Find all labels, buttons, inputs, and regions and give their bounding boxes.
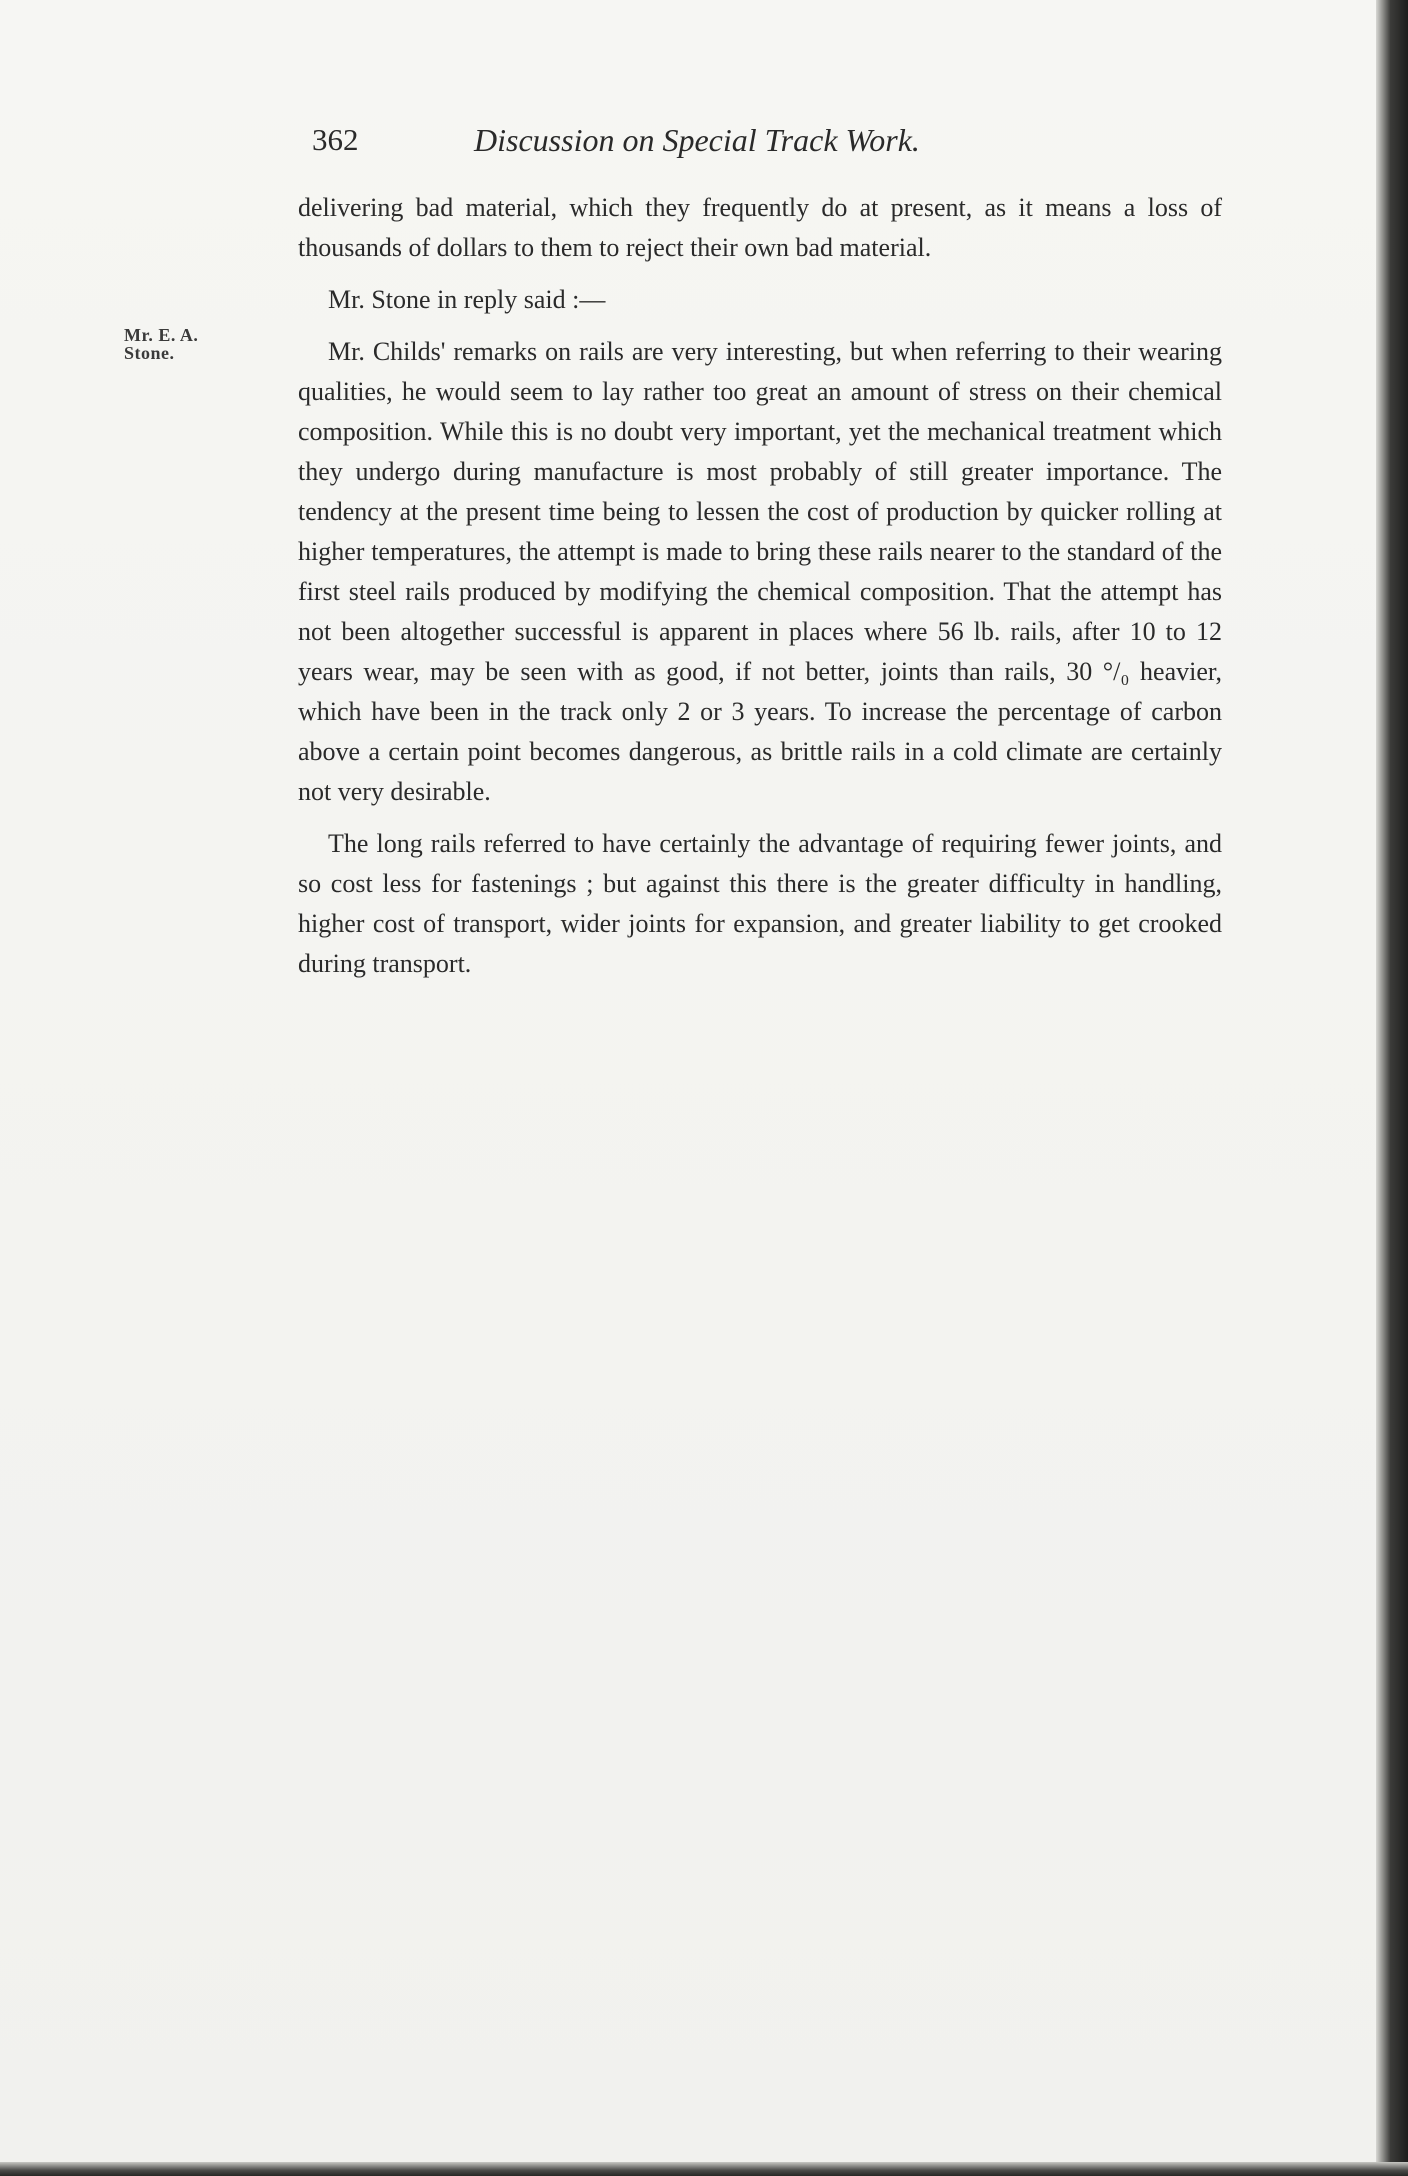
paragraph-rails-discussion: Mr. Childs' remarks on rails are very interesting, but when referring to their wearing qualities, he would seem to lay rather too great an amount of stress on their chemical composition. While this is no doubt very important, yet the mechanical treatment which they undergo during manufacture is most probably of still greater importance. The tendency at the present time being to lessen the cost of production by quicker rolling at higher temperatures, the attempt is made to bring these rails nearer to the standard of the first steel rails produced by modifying the chemical composition. That the attempt has not been altogether successful is apparent in places where 56 lb. rails, after 10 to 12 years wear, may be seen with as good, if not better, joints than rails, 30 °/₀ heavier, which have been in the track only 2 or 3 years. To increase the percentage of carbon above a certain point becomes dangerous, as brittle rails in a cold climate are certainly not very desirable. — [298, 337, 1222, 806]
margin-note-line: Stone. — [124, 343, 175, 363]
page-number: 362 — [312, 122, 359, 157]
scan-edge-bottom — [0, 2162, 1408, 2176]
scan-edge-right — [1376, 0, 1408, 2176]
margin-note-speaker — [124, 326, 198, 362]
page-header — [312, 122, 1050, 168]
paragraph-long-rails: The long rails referred to have certainly the advantage of requiring fewer joints, and so cost less for fastenings ; but against this there is the greater difficulty in handling, higher cost of transport, wider joints for expansion, and greater liability to get crooked during transport. — [298, 829, 1222, 978]
paragraph-reply-intro: Mr. Stone in reply said :— — [328, 285, 606, 314]
running-title: Discussion on Special Track Work. — [474, 122, 920, 158]
body-text — [298, 188, 1222, 984]
margin-note-line: Mr. E. A. — [124, 325, 199, 345]
paragraph-continuation: delivering bad material, which they frequently do at present, as it means a loss of thousands of dollars to them to reject their own bad material. — [298, 193, 1222, 262]
